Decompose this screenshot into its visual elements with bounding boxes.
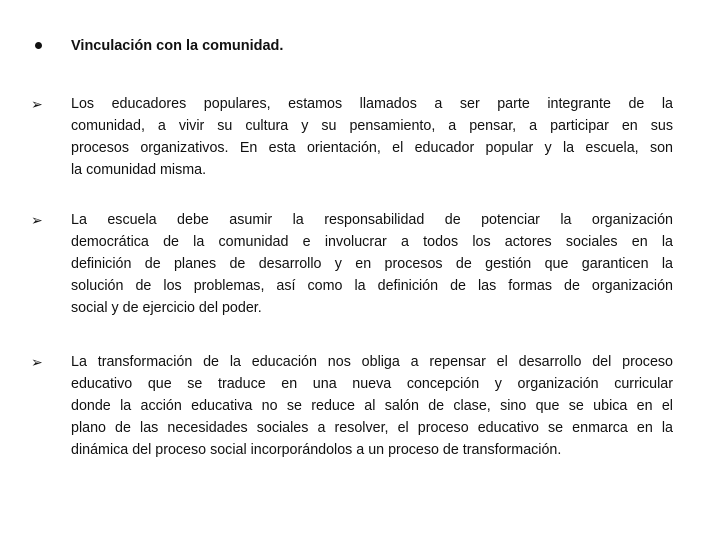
text-line: Los educadores populares, estamos llamados a ser parte integrante de la (71, 96, 673, 112)
text-line: La transformación de la educación nos obliga a repensar el desarrollo del proceso (71, 354, 673, 370)
text-line: La escuela debe asumir la responsabilidad de potenciar la organización (71, 212, 673, 228)
section-heading (32, 37, 284, 54)
heading-text: Vinculación con la comunidad. (71, 37, 284, 54)
arrow-bullet-icon: ➢ (31, 354, 43, 370)
text-line: democrática de la comunidad e involucrar a todos los actores sociales en la (71, 234, 673, 250)
text-line: la comunidad misma. (71, 162, 207, 178)
text-line: comunidad, a vivir su cultura y su pensamiento, a pensar, a participar en sus (71, 118, 673, 134)
paragraph-3 (31, 351, 673, 461)
text-line: dinámica del proceso social incorporándolos a un proceso de transformación. (71, 442, 562, 458)
paragraph-2 (31, 209, 673, 319)
text-line: educativo que se traduce en una nueva concepción y organización curricular (71, 376, 673, 392)
bullet-icon (35, 42, 42, 49)
arrow-bullet-icon: ➢ (31, 212, 43, 228)
paragraph-1 (31, 93, 673, 181)
text-line: procesos organizativos. En esta orientación, el educador popular y la escuela, son (71, 140, 673, 156)
text-line: plano de las necesidades sociales a resolver, el proceso educativo se enmarca en la (71, 420, 673, 436)
arrow-bullet-icon: ➢ (31, 96, 43, 112)
text-line: definición de planes de desarrollo y en procesos de gestión que garanticen la (71, 256, 673, 272)
text-line: donde la acción educativa no se reduce al salón de clase, sino que se ubica en el (71, 398, 673, 414)
text-line: solución de los problemas, así como la definición de las formas de organización (71, 278, 673, 294)
text-line: social y de ejercicio del poder. (71, 300, 262, 316)
